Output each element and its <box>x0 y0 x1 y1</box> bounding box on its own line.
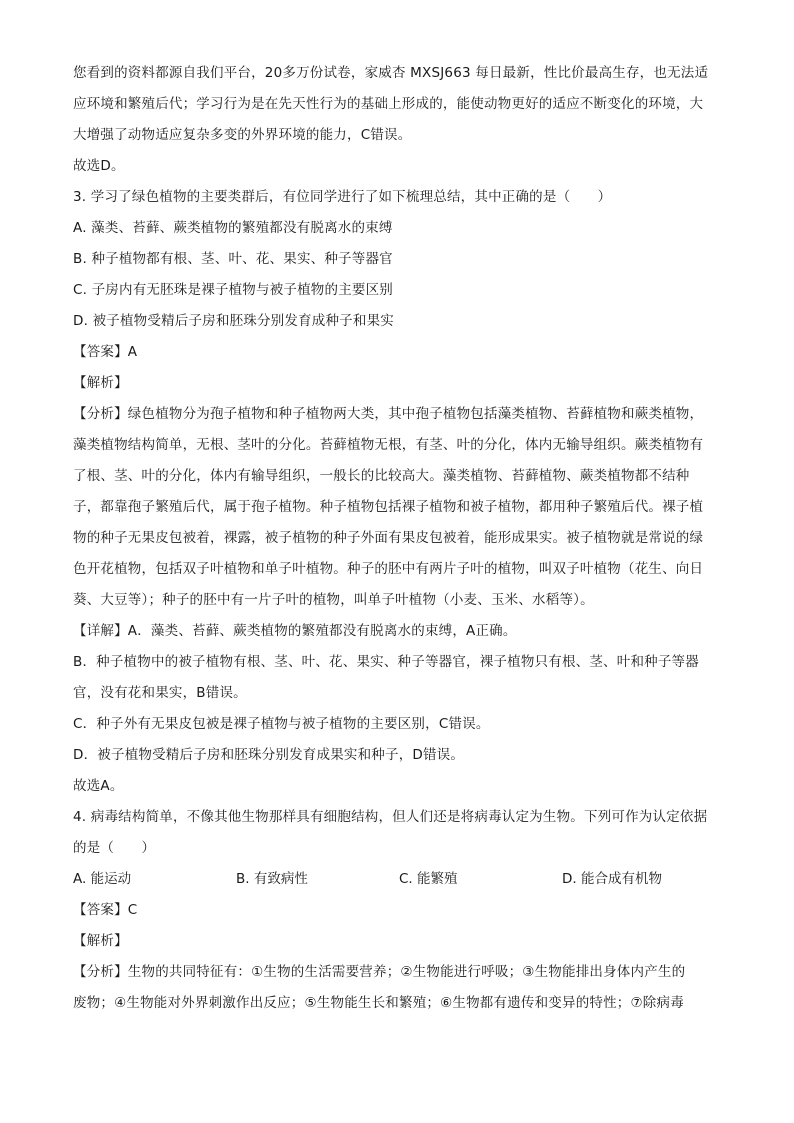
question-3-selection: 故选A。 <box>73 778 124 794</box>
question-4-option-d: D. 能合成有机物 <box>562 871 662 887</box>
question-3-detail-text: C．种子外有无果皮包被是裸子植物与被子植物的主要区别，C错误。 <box>73 716 490 732</box>
question-3-analysis-text: 色开花植物，包括双子叶植物和单子叶植物。种子的胚中有两片子叶的植物，叫双子叶植物（花生、向日 <box>73 561 704 577</box>
question-3-option-d: D. 被子植物受精后子房和胚珠分别发育成种子和果实 <box>73 313 394 329</box>
text-line: 应环境和繁殖后代；学习行为是在先天性行为的基础上形成的，能使动物更好的适应不断变化的环境，大 <box>73 96 704 112</box>
question-3-detail-text: 官，没有花和果实，B错误。 <box>73 685 247 701</box>
question-3-detail-text: 【详解】A．藻类、苔藓、蕨类植物的繁殖都没有脱离水的束缚，A正确。 <box>73 623 517 639</box>
question-3-analysis-text: 子，都靠孢子繁殖后代，属于孢子植物。种子植物包括裸子植物和被子植物，都用种子繁殖后代。裸子植 <box>73 499 704 515</box>
question-4-stem: 的是（ ） <box>73 840 156 856</box>
question-3-option-b: B. 种子植物都有根、茎、叶、花、果实、种子等器官 <box>73 251 393 267</box>
question-3-stem: 3. 学习了绿色植物的主要类群后，有位同学进行了如下梳理总结，其中正确的是（ ） <box>73 189 612 205</box>
question-4-answer: 【答案】C <box>73 902 138 918</box>
question-3-analysis-text: 葵、大豆等）；种子的胚中有一片子叶的植物，叫单子叶植物（小麦、玉米、水稻等）。 <box>73 592 594 608</box>
question-4-analysis-text: 废物；④生物能对外界刺激作出反应；⑤生物能生长和繁殖；⑥生物都有遗传和变异的特性；⑦除病毒 <box>73 995 684 1011</box>
question-3-detail-text: B．种子植物中的被子植物有根、茎、叶、花、果实、种子等器官，裸子植物只有根、茎、叶和种子等器 <box>73 654 699 670</box>
question-3-answer: 【答案】A <box>73 344 138 360</box>
text-line: 大增强了动物适应复杂多变的外界环境的能力，C错误。 <box>73 127 412 143</box>
question-4-analysis-heading: 【解析】 <box>73 933 128 949</box>
question-3-analysis-heading: 【解析】 <box>73 375 128 391</box>
question-4-option-c: C. 能繁殖 <box>399 871 458 887</box>
document-page <box>73 58 725 1019</box>
question-4-option-a: A. 能运动 <box>73 871 132 887</box>
question-3-analysis-text: 了根、茎、叶的分化，体内有输导组织，一般长的比较高大。藻类植物、苔藓植物、蕨类植物都不结种 <box>73 468 690 484</box>
question-3-analysis-text: 藻类植物结构简单，无根、茎叶的分化。苔藓植物无根，有茎、叶的分化，体内无输导组织。蕨类植物有 <box>73 437 704 453</box>
question-3-analysis-text: 物的种子无果皮包被着，裸露，被子植物的种子外面有果皮包被着，能形成果实。被子植物就是常说的绿 <box>73 530 704 546</box>
question-3-analysis-text: 【分析】绿色植物分为孢子植物和种子植物两大类，其中孢子植物包括藻类植物、苔藓植物和蕨类植物， <box>73 406 704 422</box>
question-3-option-c: C. 子房内有无胚珠是裸子植物与被子植物的主要区别 <box>73 282 394 298</box>
question-3-detail-text: D．被子植物受精后子房和胚珠分别发育成果实和种子，D错误。 <box>73 747 465 763</box>
answer-choice-line: 故选D。 <box>73 158 125 174</box>
question-4-analysis-text: 【分析】生物的共同特征有：①生物的生活需要营养；②生物能进行呼吸；③生物能排出身体内产生的 <box>73 964 686 980</box>
question-4-option-b: B. 有致病性 <box>236 871 308 887</box>
question-4-options <box>73 864 725 895</box>
question-4-stem: 4. 病毒结构简单，不像其他生物那样具有细胞结构，但人们还是将病毒认定为生物。下列可作为认定依据 <box>73 809 708 825</box>
question-3-option-a: A. 藻类、苔藓、蕨类植物的繁殖都没有脱离水的束缚 <box>73 220 393 236</box>
text-line: 您看到的资料都源自我们平台，20多万份试卷，家威杏 MXSJ663 每日最新，性比价最高生存，也无法适 <box>73 65 709 81</box>
